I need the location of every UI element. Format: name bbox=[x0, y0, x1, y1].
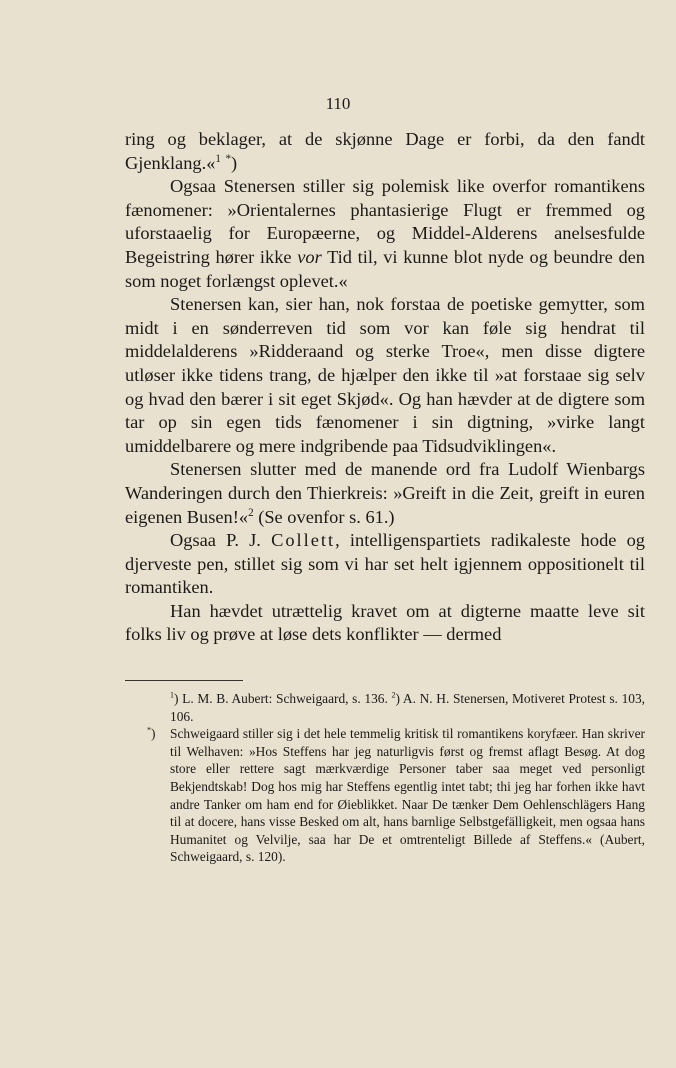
paragraph-2 bbox=[125, 175, 645, 293]
footnote-2-text: A. N. H. Stenersen, Motiveret Protest s. 103, 106. bbox=[170, 691, 645, 724]
paragraph-4-cross-ref: (Se ovenfor s. 61.) bbox=[253, 506, 395, 527]
paragraph-1-text: ring og beklager, at de skjønne Dage er forbi, da den fandt Gjenklang.« bbox=[125, 129, 645, 173]
paragraph-5-text-b: , intelligenspartiets radikaleste hode og djerveste pen, stillet sig som vi har set helt igjennem oppositionelt til romantiken. bbox=[125, 530, 645, 598]
paragraph-2-text-b: Tid til, vi kunne blot nyde og beundre den som noget forlængst oplevet.« bbox=[125, 246, 645, 291]
paragraph-4-text: Stenersen slutter med de manende ord fra Ludolf Wienbargs Wanderingen durch den Thierkreis: »Greift in die Zeit, greift in euren eigenen Busen!« bbox=[125, 459, 645, 527]
paragraph-6: Han hævdet utrættelig kravet om at digterne maatte leve sit folks liv og prøve at løse dets konflikter — dermed bbox=[125, 600, 645, 645]
footnote-ref-star: * bbox=[225, 152, 232, 165]
paragraph-5-text-a: Ogsaa P. J. bbox=[170, 530, 272, 551]
footnote-ref-1: 1 bbox=[215, 152, 221, 165]
paragraph-4 bbox=[125, 458, 645, 529]
paragraph-5 bbox=[125, 529, 645, 600]
footnote-star-mark-wrap: *) bbox=[147, 725, 156, 742]
paragraph-2-emphasis: vor bbox=[297, 246, 322, 267]
footnote-1-2 bbox=[125, 690, 645, 725]
footnote-star bbox=[125, 725, 645, 866]
footnote-2-mark: 2 bbox=[391, 690, 396, 700]
closing-paren: ) bbox=[395, 691, 400, 706]
footnote-1-mark: 1 bbox=[170, 690, 175, 700]
footnote-star-mark: * bbox=[147, 725, 152, 735]
closing-paren: ) bbox=[174, 691, 179, 706]
footnotes bbox=[125, 690, 645, 866]
closing-paren: ) bbox=[231, 152, 238, 173]
paragraph-1 bbox=[125, 128, 645, 175]
paragraph-2-text-a: Ogsaa Stenersen stiller sig polemisk like overfor romantikens fænomener: »Orientalernes phantasierige Flugt er fremmed og uforstaaelig for Europæerne, og Middel-Alderens anelsesfulde Begeistring hører ikke bbox=[125, 176, 645, 267]
footnote-1-text: L. M. B. Aubert: Schweigaard, s. 136. bbox=[182, 691, 388, 706]
footnote-ref-2: 2 bbox=[248, 506, 254, 519]
paragraph-3: Stenersen kan, sier han, nok forstaa de poetiske gemytter, som midt i en sønderreven tid som vor kan føle sig hendrat til middelalderens »Ridderaand og sterke Troe«, men disse digtere utløser ikke tidens trang, de hjælper den ikke til »at forstaae sig selv og hvad den bærer i sit eget Skjød«. Og han hævder at de digtere som tar op sin egen tids fænomener i sin digtning, »virke langt umiddelbarere og mere indgribende paa Tidsudviklingen«. bbox=[125, 294, 645, 456]
footnote-divider bbox=[125, 680, 243, 681]
spaced-name-collett: Collett bbox=[271, 530, 336, 551]
body-text bbox=[125, 128, 645, 647]
footnote-star-text: Schweigaard stiller sig i det hele temmelig kritisk til romantikens koryfæer. Han skriver til Welhaven: »Hos Steffens har jeg naturligvis først og fremst aflagt Besøg. At dog store eller rettere sagt mærkværdige Personer taber saa meget ved personligt Bekjendtskab! Dog hos mig har Steffens egentlig intet tabt; thi jeg har forhen ikke havt andre Tanker om ham end for Øieblikket. Naar De tænker Dem Oehlenschlägers Hang til at docere, hans visse Besked om alt, hans barnlige Selbstgefälligkeit, men ogsaa hans Humanitet og Velvilje, saa har De et omtrenteligt Billede af Steffens.« (Aubert, Schweigaard, s. 120). bbox=[170, 726, 645, 865]
page-number: 110 bbox=[325, 94, 351, 113]
